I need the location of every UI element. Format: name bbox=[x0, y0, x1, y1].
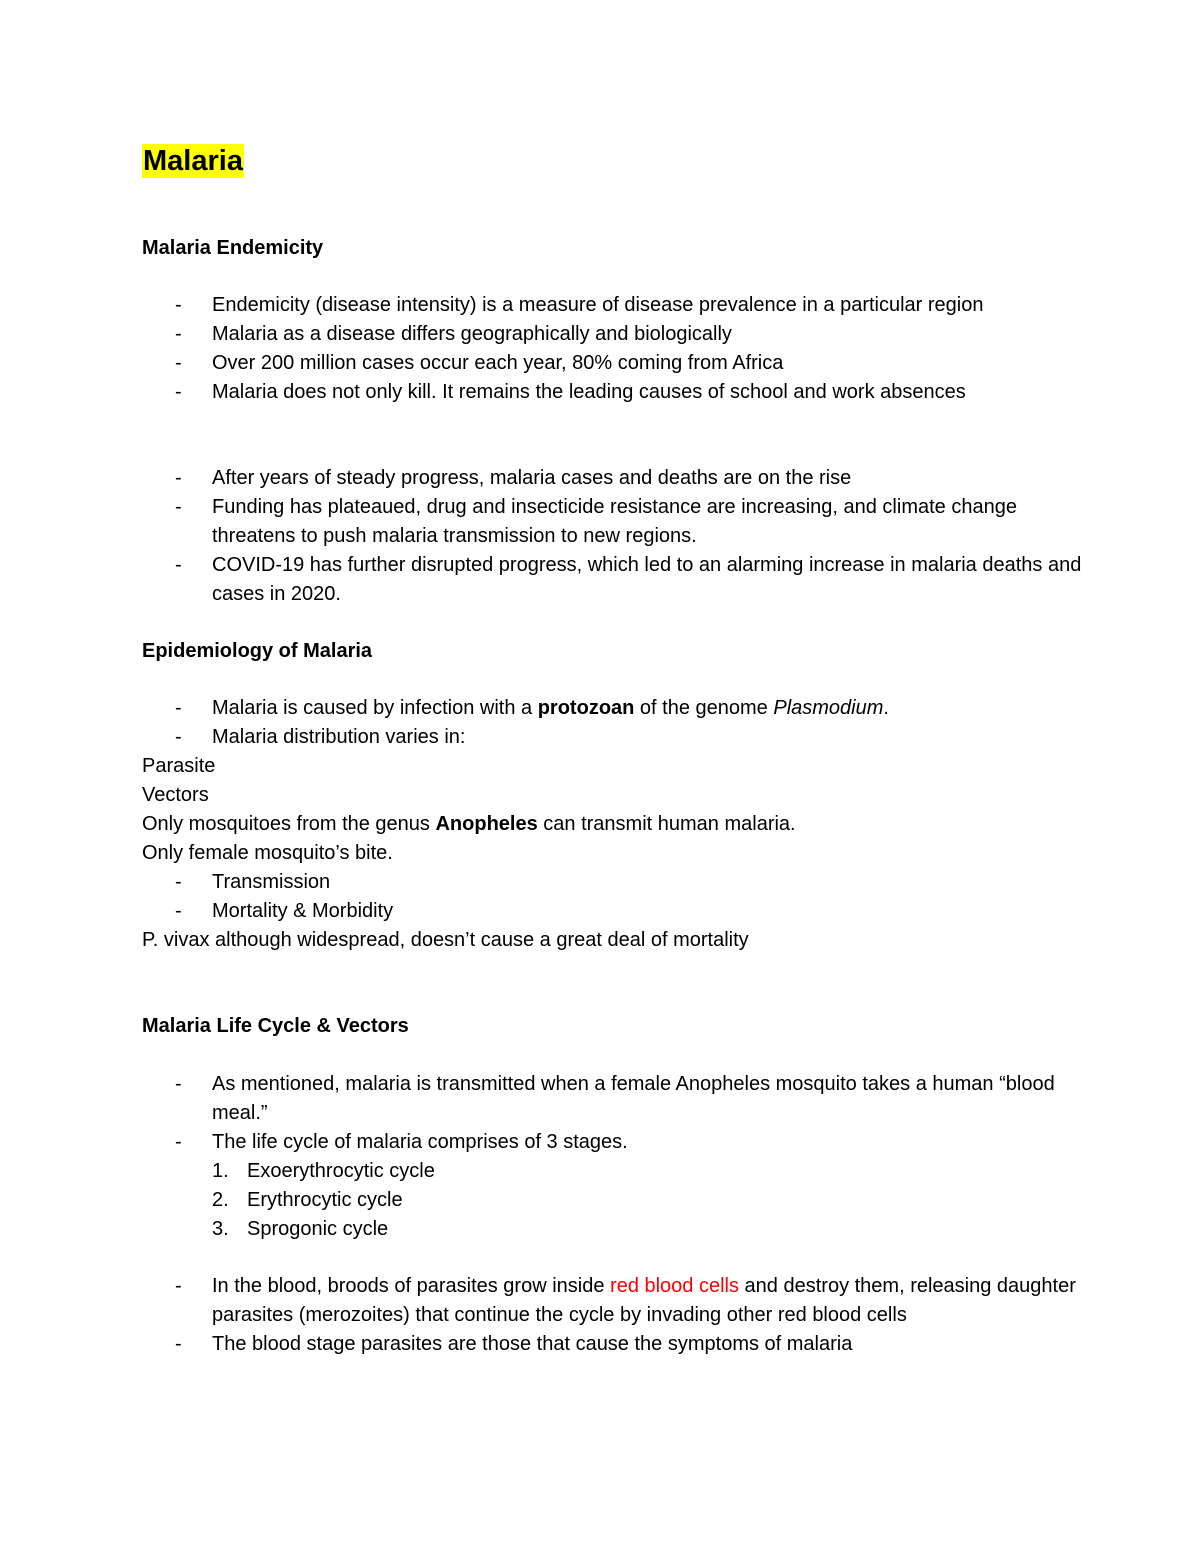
parasite-line: Parasite bbox=[142, 755, 216, 777]
stage-number: 1. bbox=[212, 1160, 229, 1182]
endemicity-list-a bbox=[142, 291, 1082, 407]
list-item: - Endemicity (disease intensity) is a measure of disease prevalence in a particular region bbox=[142, 291, 1082, 320]
stage-item bbox=[142, 1186, 1082, 1215]
list-item: - Over 200 million cases occur each year, 80% coming from Africa bbox=[142, 349, 1082, 378]
stage-text: Erythrocytic cycle bbox=[247, 1189, 403, 1211]
section-heading-epidemiology: Epidemiology of Malaria bbox=[142, 640, 373, 662]
list-item bbox=[142, 1272, 1082, 1330]
list-item: - Malaria does not only kill. It remains the leading causes of school and work absences bbox=[142, 378, 1082, 407]
document-title: Malaria bbox=[143, 145, 243, 177]
list-item: - Mortality & Morbidity bbox=[142, 897, 1082, 926]
stage-number: 3. bbox=[212, 1218, 229, 1240]
text-run: can transmit human malaria. bbox=[537, 813, 796, 835]
life-cycle-list-b bbox=[142, 1272, 1082, 1359]
document-content bbox=[142, 144, 1082, 1359]
endemicity-list-b bbox=[142, 464, 1082, 609]
title-block bbox=[142, 144, 1082, 182]
list-item: - Malaria as a disease differs geographically and biologically bbox=[142, 320, 1082, 349]
text-run: of the genome bbox=[634, 697, 774, 719]
stage-text: Exoerythrocytic cycle bbox=[247, 1160, 435, 1182]
section-heading-endemicity: Malaria Endemicity bbox=[142, 237, 324, 259]
list-item: - The life cycle of malaria comprises of 3 stages. bbox=[142, 1128, 1082, 1157]
vectors-line: Vectors bbox=[142, 784, 209, 806]
bold-term-protozoan: protozoan bbox=[537, 697, 635, 719]
text-run: and destroy them, releasing daughter parasites (merozoites) that continue the cycle by invading other red blood cells bbox=[212, 1275, 1076, 1326]
text-run: Only mosquitoes from the genus bbox=[142, 813, 436, 835]
list-item bbox=[142, 694, 1082, 723]
red-highlight-term: red blood cells bbox=[610, 1275, 739, 1297]
list-item: - As mentioned, malaria is transmitted when a female Anopheles mosquito takes a human “blood meal.” bbox=[142, 1070, 1082, 1128]
list-item: - The blood stage parasites are those that cause the symptoms of malaria bbox=[142, 1330, 1082, 1359]
stage-text: Sprogonic cycle bbox=[247, 1218, 389, 1240]
list-item: - Transmission bbox=[142, 868, 1082, 897]
list-item: - COVID-19 has further disrupted progress, which led to an alarming increase in malaria deaths and cases in 2020. bbox=[142, 551, 1082, 609]
list-item: - After years of steady progress, malaria cases and deaths are on the rise bbox=[142, 464, 1082, 493]
vivax-line: P. vivax although widespread, doesn’t cause a great deal of mortality bbox=[142, 929, 749, 951]
italic-term-plasmodium: Plasmodium bbox=[773, 697, 884, 719]
stage-number: 2. bbox=[212, 1189, 229, 1211]
text-run: In the blood, broods of parasites grow inside bbox=[212, 1275, 611, 1297]
anopheles-line bbox=[142, 810, 1082, 839]
distribution-sublist bbox=[142, 868, 1082, 926]
text-run: . bbox=[883, 697, 889, 719]
list-item: - Funding has plateaued, drug and insecticide resistance are increasing, and climate change threatens to push malaria transmission to new regions. bbox=[142, 493, 1082, 551]
stage-item bbox=[142, 1215, 1082, 1244]
text-run: Malaria is caused by infection with a bbox=[212, 697, 538, 719]
list-item: - Malaria distribution varies in: bbox=[142, 723, 1082, 752]
life-cycle-stages bbox=[142, 1157, 1082, 1244]
female-mosquito-line: Only female mosquito’s bite. bbox=[142, 842, 393, 864]
section-heading-life-cycle: Malaria Life Cycle & Vectors bbox=[142, 1015, 409, 1037]
epidemiology-list bbox=[142, 694, 1082, 752]
stage-item bbox=[142, 1157, 1082, 1186]
bold-term-anopheles: Anopheles bbox=[435, 813, 538, 835]
life-cycle-list-a bbox=[142, 1070, 1082, 1157]
